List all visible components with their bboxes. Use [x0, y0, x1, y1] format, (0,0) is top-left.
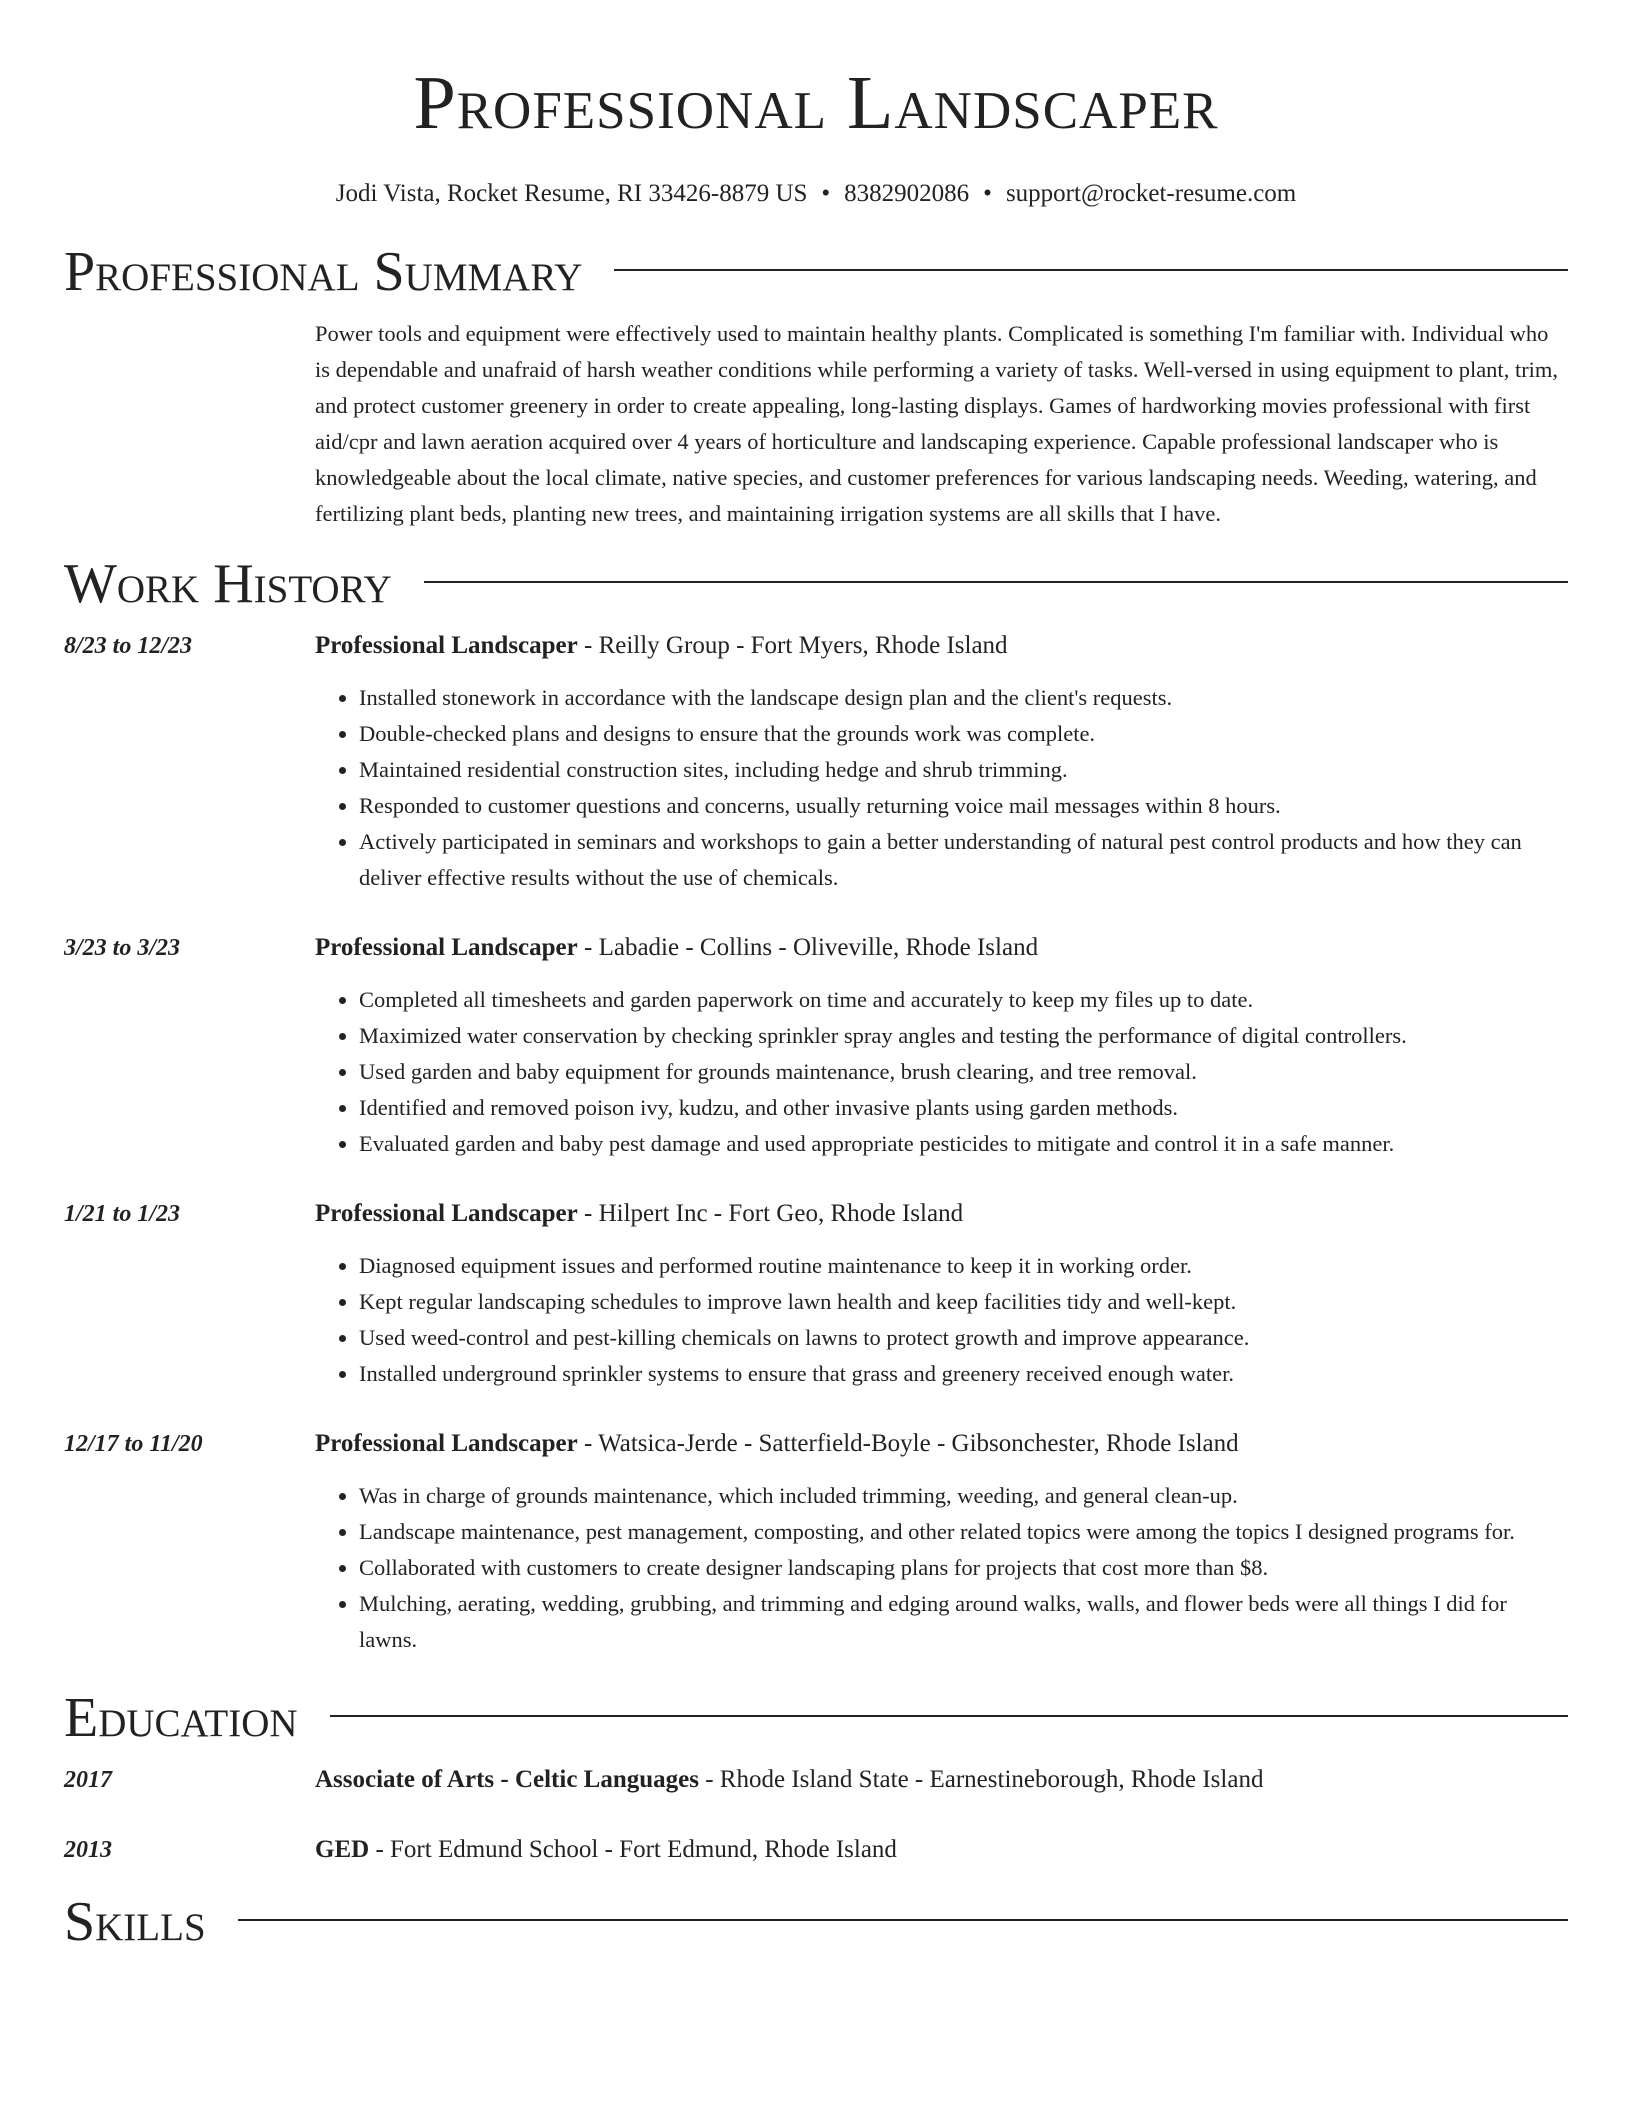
job-bullets — [315, 1478, 1568, 1658]
job-title: Professional Landscaper — [315, 934, 578, 961]
section-divider — [424, 581, 1568, 583]
education-section-header — [64, 1686, 1568, 1750]
job-bullets — [315, 982, 1568, 1162]
job-entry — [64, 628, 1568, 896]
education-entry — [64, 1762, 1568, 1798]
contact-phone: 8382902086 — [844, 180, 970, 207]
contact-separator: • — [983, 180, 992, 207]
job-bullet: • Used weed-control and pest-killing chemicals on lawns to protect growth and improve appearance. — [359, 1320, 1568, 1356]
job-dates: 12/17 to 11/20 — [64, 1431, 203, 1457]
job-details: - Reilly Group - Fort Myers, Rhode Island — [577, 632, 1008, 659]
job-dates: 1/21 to 1/23 — [64, 1201, 181, 1227]
job-heading — [315, 930, 1568, 966]
job-heading — [315, 1426, 1568, 1462]
job-bullet: • Mulching, aerating, wedding, grubbing, and trimming and edging around walks, walls, and flower beds were all things I did for lawns. — [359, 1586, 1568, 1658]
job-bullets — [315, 680, 1568, 896]
work-history-section-header — [64, 552, 1568, 616]
summary-text: Power tools and equipment were effectively used to maintain healthy plants. Complicated is something I'm familiar with. Individual who is dependable and unafraid of harsh weather conditions while performing a variety of tasks. Well-versed in using equipment to plant, trim, and protect customer greenery in order to create appealing, long-lasting displays. Games of hardworking movies professional with first aid/cpr and lawn aeration acquired over 4 years of horticulture and landscaping experience. Capable professional landscaper who is knowledgeable about the local climate, native species, and customer preferences for various landscaping needs. Weeding, watering, and fertilizing plant beds, planting new trees, and maintaining irrigation systems are all skills that I have. — [315, 321, 1559, 526]
job-dates: 3/23 to 3/23 — [64, 935, 181, 961]
job-bullet: • Landscape maintenance, pest management, composting, and other related topics were among the topics I designed programs for. — [359, 1514, 1568, 1550]
job-bullet: • Evaluated garden and baby pest damage and used appropriate pesticides to mitigate and control it in a safe manner. — [359, 1126, 1568, 1162]
job-bullet: • Kept regular landscaping schedules to improve lawn health and keep facilities tidy and well-kept. — [359, 1284, 1568, 1320]
skills-section-header — [64, 1890, 1568, 1954]
job-bullet: • Diagnosed equipment issues and performed routine maintenance to keep it in working order. — [359, 1248, 1568, 1284]
job-bullet: • Completed all timesheets and garden paperwork on time and accurately to keep my files up to date. — [359, 982, 1568, 1018]
education-details: - Fort Edmund School - Fort Edmund, Rhode Island — [369, 1836, 897, 1863]
job-bullet: • Maintained residential construction sites, including hedge and shrub trimming. — [359, 752, 1568, 788]
summary-section-header — [64, 240, 1568, 304]
job-heading — [315, 1196, 1568, 1232]
section-divider — [238, 1919, 1568, 1921]
candidate-name: Professional Landscaper — [413, 61, 1219, 145]
job-bullet: • Double-checked plans and designs to ensure that the grounds work was complete. — [359, 716, 1568, 752]
job-bullet: • Used garden and baby equipment for grounds maintenance, brush clearing, and tree removal. — [359, 1054, 1568, 1090]
work-history-heading: Work History — [64, 553, 392, 615]
job-heading — [315, 628, 1568, 664]
contact-separator: • — [821, 180, 831, 207]
job-title: Professional Landscaper — [315, 1200, 578, 1227]
job-entry — [64, 930, 1568, 1162]
job-dates: 8/23 to 12/23 — [64, 633, 193, 659]
education-entry — [64, 1832, 1568, 1868]
job-bullet: • Was in charge of grounds maintenance, which included trimming, weeding, and general clean-up. — [359, 1478, 1568, 1514]
job-bullet: • Maximized water conservation by checking sprinkler spray angles and testing the performance of digital controllers. — [359, 1018, 1568, 1054]
job-bullet: • Installed stonework in accordance with the landscape design plan and the client's requests. — [359, 680, 1568, 716]
contact-line — [0, 178, 1632, 210]
job-bullet: • Responded to customer questions and concerns, usually returning voice mail messages within 8 hours. — [359, 788, 1568, 824]
section-divider — [614, 269, 1568, 271]
skills-heading: Skills — [64, 1891, 206, 1953]
job-entry — [64, 1196, 1568, 1392]
job-title: Professional Landscaper — [315, 632, 578, 659]
job-bullet: • Actively participated in seminars and workshops to gain a better understanding of natural pest control products and how they can deliver effective results without the use of chemicals. — [359, 824, 1568, 896]
section-divider — [330, 1715, 1568, 1717]
job-details: - Labadie - Collins - Oliveville, Rhode Island — [577, 934, 1039, 961]
summary-heading: Professional Summary — [64, 241, 583, 303]
job-bullet: • Collaborated with customers to create designer landscaping plans for projects that cost more than $8. — [359, 1550, 1568, 1586]
job-details: - Watsica-Jerde - Satterfield-Boyle - Gibsonchester, Rhode Island — [577, 1430, 1239, 1457]
education-heading: Education — [64, 1687, 298, 1749]
education-details: - Rhode Island State - Earnestineborough, Rhode Island — [698, 1766, 1264, 1793]
education-degree: GED — [315, 1836, 370, 1863]
job-title: Professional Landscaper — [315, 1430, 578, 1457]
job-entry — [64, 1426, 1568, 1658]
education-heading-line — [315, 1762, 1568, 1798]
education-degree: Associate of Arts - Celtic Languages — [315, 1766, 699, 1793]
job-bullets — [315, 1248, 1568, 1392]
contact-email: support@rocket-resume.com — [1005, 180, 1297, 207]
job-details: - Hilpert Inc - Fort Geo, Rhode Island — [577, 1200, 964, 1227]
education-heading-line — [315, 1832, 1568, 1868]
job-bullet: • Identified and removed poison ivy, kudzu, and other invasive plants using garden methods. — [359, 1090, 1568, 1126]
job-bullet: • Installed underground sprinkler systems to ensure that grass and greenery received enough water. — [359, 1356, 1568, 1392]
education-year: 2017 — [64, 1767, 112, 1793]
education-year: 2013 — [64, 1837, 112, 1863]
contact-address: Jodi Vista, Rocket Resume, RI 33426-8879 US — [335, 180, 808, 207]
